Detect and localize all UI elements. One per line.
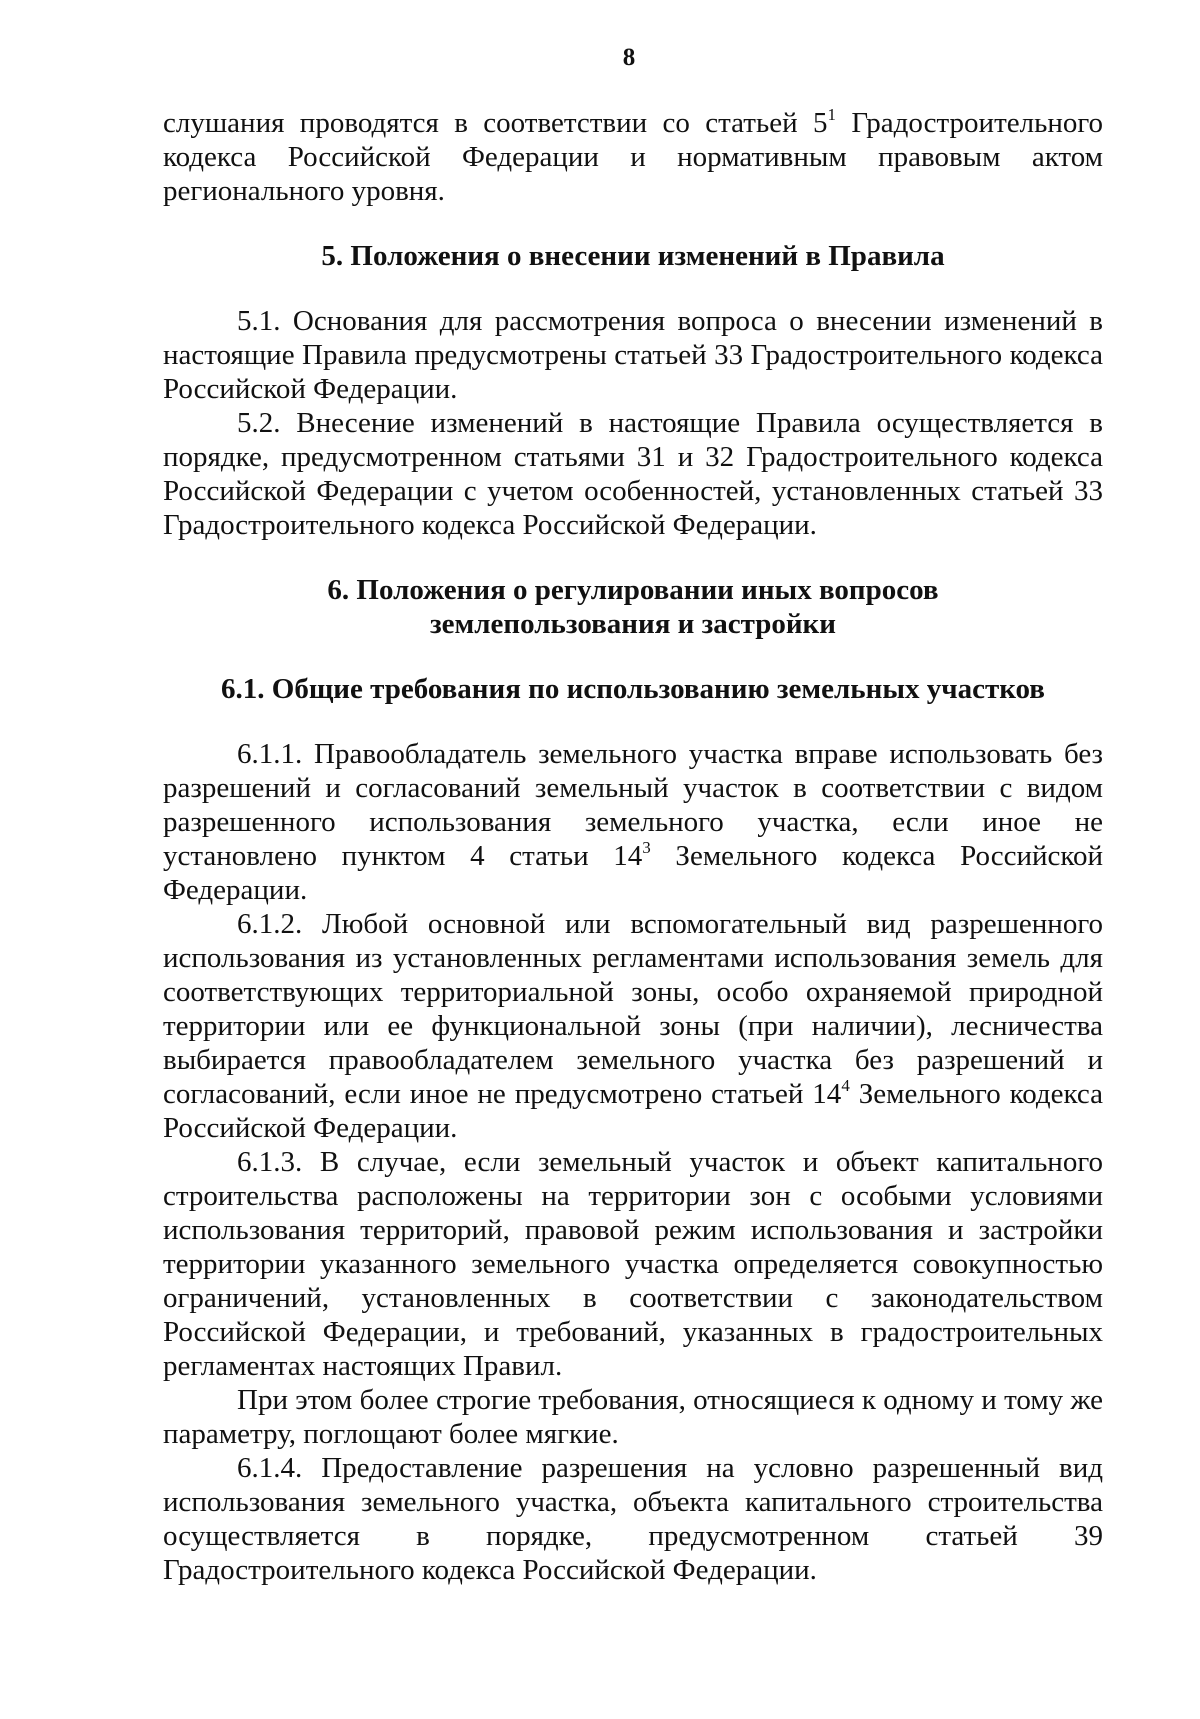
section-heading: [163, 573, 1103, 641]
paragraph-text: слушания проводятся в соответствии со статьей 5: [163, 107, 828, 139]
paragraph-text: 6.1.1. Правообладатель земельного участка вправе использовать без разрешений и согласований земельный участок в соответствии с видом разрешенного использования земельного участка, если иное не установлено пунктом 4 статьи 14: [163, 738, 1103, 872]
spacer: [163, 706, 1103, 737]
paragraph-text: 5.1. Основания для рассмотрения вопроса о внесении изменений в настоящие Правила предусмотрены статьей 33 Градостроительного кодекса Российской Федерации.: [163, 305, 1103, 405]
paragraph-text: Градостроительного кодекса Российской Федерации и нормативным правовым актом регионального уровня.: [163, 107, 1104, 207]
heading-line: землепользования и застройки: [430, 608, 836, 640]
spacer: [163, 641, 1103, 672]
paragraph: [163, 304, 1103, 406]
paragraph-text: 5.2. Внесение изменений в настоящие Правила осуществляется в порядке, предусмотренном статьями 31 и 32 Градостроительного кодекса Российской Федерации с учетом особенностей, установленных статьей 33 Градостроительного кодекса Российской Федерации.: [163, 407, 1103, 541]
spacer: [163, 208, 1103, 239]
superscript: 3: [642, 838, 651, 857]
document-body: [163, 106, 1103, 1587]
spacer: [163, 273, 1103, 304]
paragraph: [163, 1383, 1103, 1451]
superscript: 1: [827, 105, 836, 124]
paragraph: [163, 1451, 1103, 1587]
spacer: [163, 542, 1103, 573]
paragraph-text: 6.1.3. В случае, если земельный участок и объект капитального строительства расположены на территории зон с особыми условиями использования территорий, правовой режим использования и застройки территории указанного земельного участка определяется совокупностью ограничений, установленных в соответствии с законодательством Российской Федерации, и требований, указанных в градостроительных регламентах настоящих Правил.: [163, 1146, 1103, 1382]
section-heading: [163, 239, 1103, 273]
heading-line: 5. Положения о внесении изменений в Правила: [321, 240, 945, 272]
paragraph: [163, 1145, 1103, 1383]
superscript: 4: [841, 1076, 850, 1095]
heading-line: 6. Положения о регулировании иных вопросов: [327, 574, 939, 606]
paragraph-text: 6.1.4. Предоставление разрешения на условно разрешенный вид использования земельного участка, объекта капитального строительства осуществляется в порядке, предусмотренном статьей 39 Градостроительного кодекса Российской Федерации.: [163, 1452, 1103, 1586]
section-heading: [163, 672, 1103, 706]
page-number: 8: [622, 44, 636, 71]
paragraph: [163, 737, 1103, 907]
paragraph-text: При этом более строгие требования, относящиеся к одному и тому же параметру, поглощают более мягкие.: [163, 1384, 1103, 1450]
paragraph: [163, 907, 1103, 1145]
paragraph-text: 6.1.2. Любой основной или вспомогательный вид разрешенного использования из установленных регламентами использования земель для соответствующих территориальной зоны, особо охраняемой природной территории или ее функциональной зоны (при наличии), лесничества выбирается правообладателем земельного участка без разрешений и согласований, если иное не предусмотрено статьей 14: [163, 908, 1103, 1110]
paragraph: [163, 106, 1103, 208]
paragraph-text: Земельного кодекса Российской Федерации.: [163, 1078, 1103, 1144]
heading-line: 6.1. Общие требования по использованию земельных участков: [221, 673, 1045, 705]
paragraph-text: Земельного кодекса Российской Федерации.: [163, 840, 1103, 906]
paragraph: [163, 406, 1103, 542]
